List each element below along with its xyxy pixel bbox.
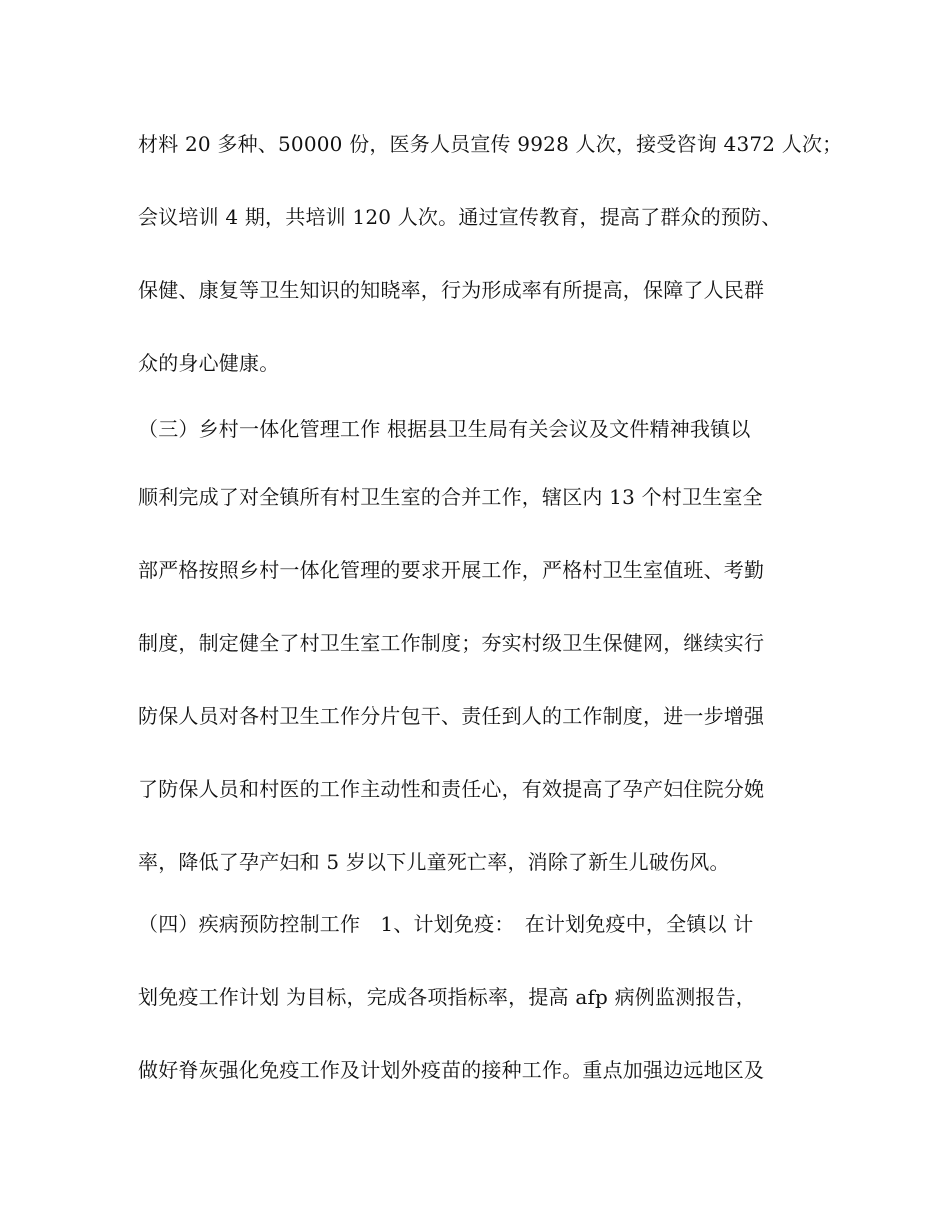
paragraph-line: 防保人员对各村卫生工作分片包干、责任到人的工作制度，进一步增强: [138, 704, 765, 728]
paragraph-line: 率，降低了孕产妇和 5 岁以下儿童死亡率，消除了新生儿破伤风。: [138, 850, 730, 874]
paragraph-line: 顺利完成了对全镇所有村卫生室的合并工作，辖区内 13 个村卫生室全: [138, 485, 763, 509]
paragraph-line: 众的身心健康。: [138, 351, 280, 375]
paragraph-line: 做好脊灰强化免疫工作及计划外疫苗的接种工作。重点加强边远地区及: [138, 1058, 765, 1082]
paragraph-line: 部严格按照乡村一体化管理的要求开展工作，严格村卫生室值班、考勤: [138, 558, 765, 582]
paragraph-line: 划免疫工作计划 为目标，完成各项指标率，提高 afp 病例监测报告，: [138, 985, 757, 1009]
paragraph-line: 制度，制定健全了村卫生室工作制度；夯实村级卫生保健网，继续实行: [138, 631, 765, 655]
paragraph-line: 会议培训 4 期，共培训 120 人次。通过宣传教育，提高了群众的预防、: [138, 205, 782, 229]
paragraph-line: 保健、康复等卫生知识的知晓率，行为形成率有所提高，保障了人民群: [138, 278, 765, 302]
paragraph-line: 了防保人员和村医的工作主动性和责任心，有效提高了孕产妇住院分娩: [138, 777, 765, 801]
paragraph-line: 材料 20 多种、50000 份，医务人员宣传 9928 人次，接受咨询 4372 人次；: [138, 132, 843, 156]
section-heading-line: （四）疾病预防控制工作 1、计划免疫： 在计划免疫中，全镇以 计: [138, 912, 754, 936]
section-heading-line: （三）乡村一体化管理工作 根据县卫生局有关会议及文件精神我镇以: [138, 417, 751, 441]
